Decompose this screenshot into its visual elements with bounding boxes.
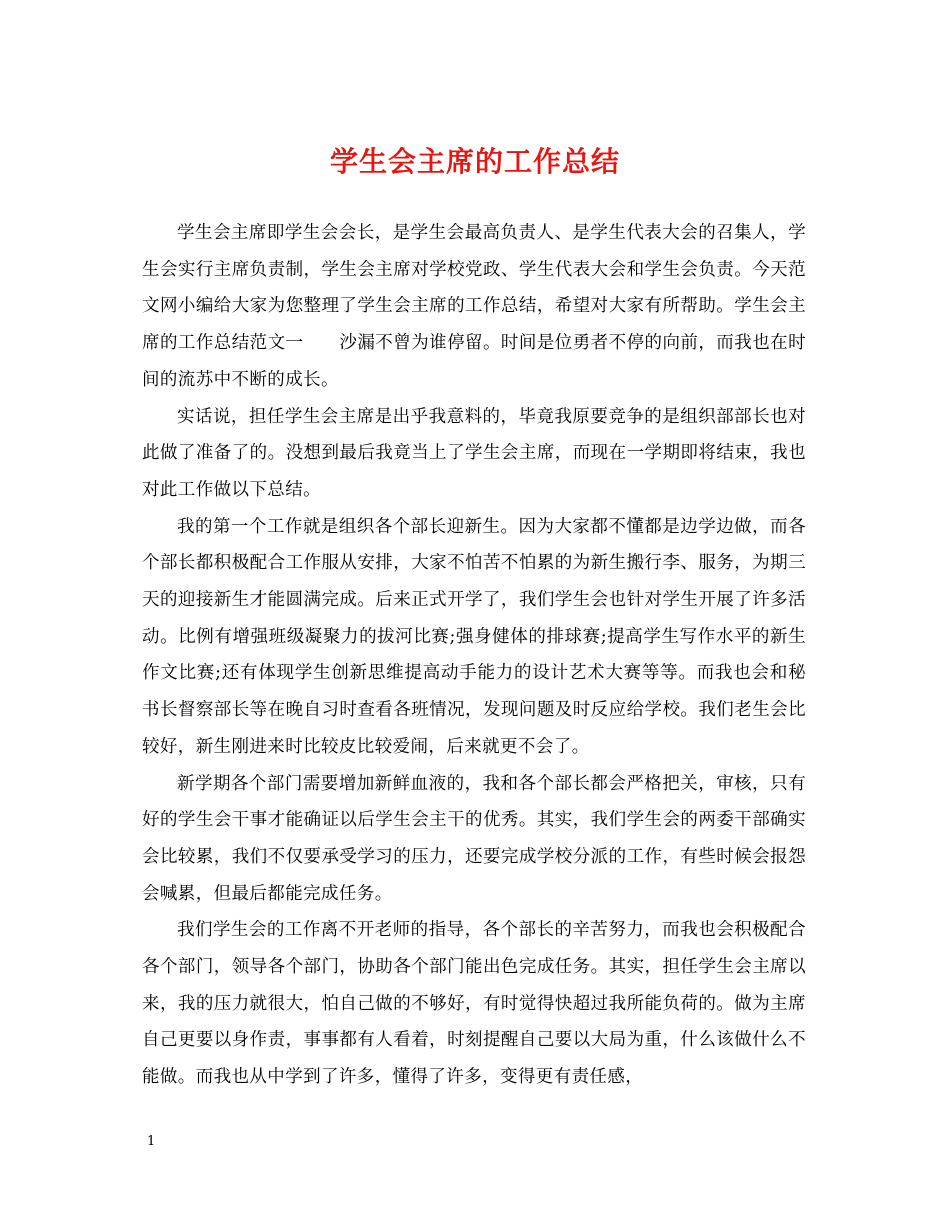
paragraph-3: 我的第一个工作就是组织各个部长迎新生。因为大家都不懂都是边学边做，而各个部长都积极配合工作服从安排，大家不怕苦不怕累的为新生搬行李、服务，为期三天的迎接新生才能圆满完成。后来正式开学了，我们学生会也针对学生开展了许多活动。比例有增强班级凝聚力的拔河比赛;强身健体的排球赛;提高学生写作水平的新生作文比赛;还有体现学生创新思维提高动手能力的设计艺术大赛等等。而我也会和秘书长督察部长等在晚自习时查看各班情况，发现问题及时反应给学校。我们老生会比较好，新生刚进来时比较皮比较爱闹，后来就更不会了。 [142, 516, 806, 757]
paragraph-4: 新学期各个部门需要增加新鲜血液的，我和各个部长都会严格把关，审核，只有好的学生会干事才能确证以后学生会主干的优秀。其实，我们学生会的两委干部确实会比较累，我们不仅要承受学习的压力，还要完成学校分派的工作，有些时候会报怨会喊累，但最后都能完成任务。 [142, 773, 806, 904]
paragraph-5: 我们学生会的工作离不开老师的指导，各个部长的辛苦努力，而我也会积极配合各个部门，领导各个部门，协助各个部门能出色完成任务。其实，担任学生会主席以来，我的压力就很大，怕自己做的不够好，有时觉得快超过我所能负荷的。做为主席自己更要以身作责，事事都有人看着，时刻提醒自己要以大局为重，什么该做什么不能做。而我也从中学到了许多，懂得了许多，变得更有责任感， [142, 920, 806, 1088]
page-number: 1 [147, 1134, 156, 1149]
document-title: 学生会主席的工作总结 [329, 145, 620, 178]
paragraph-2: 实话说，担任学生会主席是出乎我意料的，毕竟我原要竞争的是组织部部长也对此做了准备了的。没想到最后我竟当上了学生会主席，而现在一学期即将结束，我也对此工作做以下总结。 [142, 406, 806, 500]
document-body [142, 215, 806, 1096]
paragraph-1: 学生会主席即学生会会长，是学生会最高负责人、是学生代表大会的召集人，学生会实行主席负责制，学生会主席对学校党政、学生代表大会和学生会负责。今天范文网小编给大家为您整理了学生会主席的工作总结，希望对大家有所帮助。学生会主席的工作总结范文一 沙漏不曾为谁停留。时间是位勇者不停的向前，而我也在时间的流苏中不断的成长。 [142, 223, 806, 390]
